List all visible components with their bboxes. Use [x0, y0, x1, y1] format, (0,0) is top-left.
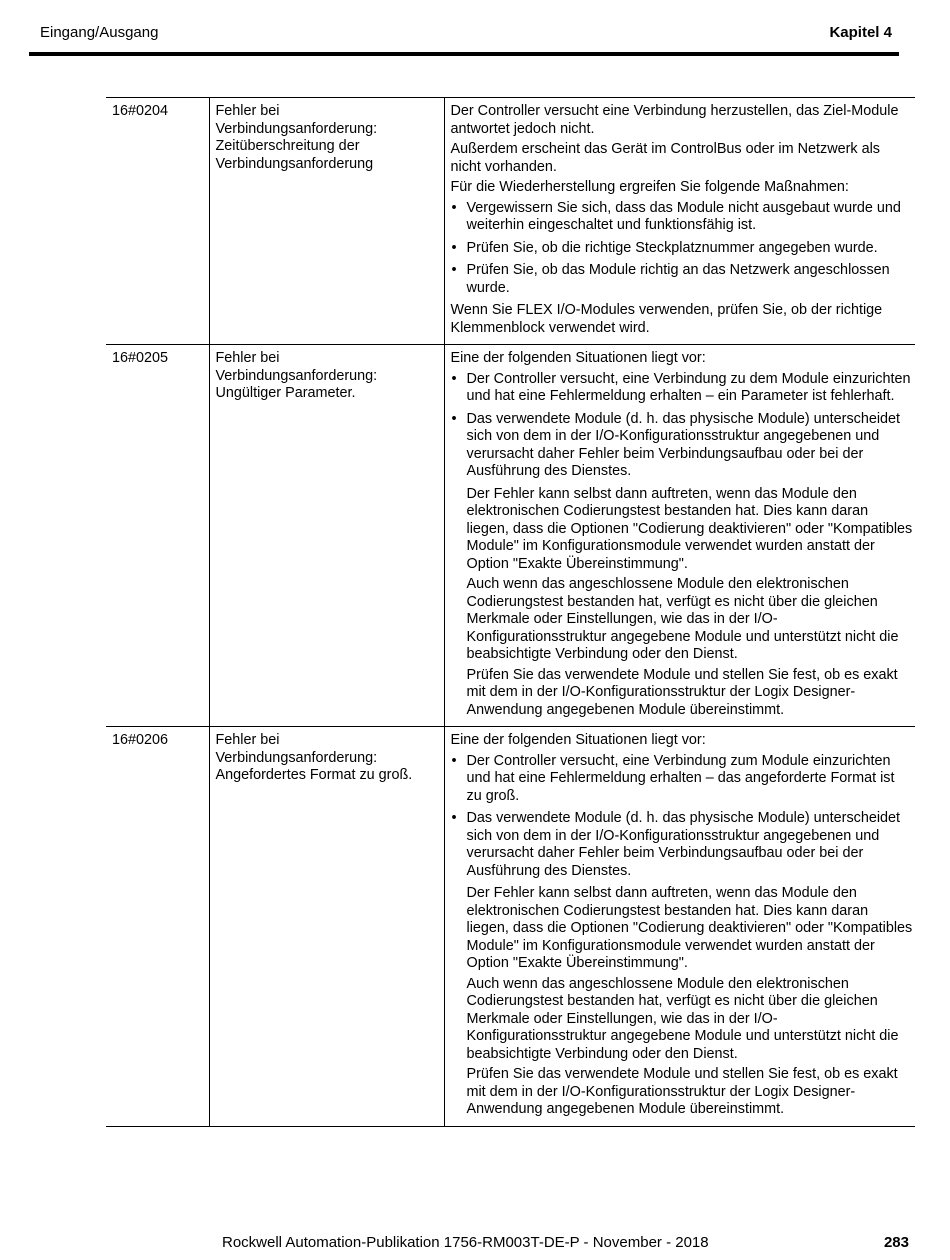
description-paragraph: Für die Wiederherstellung ergreifen Sie folgende Maßnahmen: — [450, 179, 849, 195]
list-item: • Prüfen Sie, ob die richtige Steckplatznummer angegeben wurde. — [451, 240, 914, 258]
running-header-chapter: Kapitel 4 — [829, 24, 892, 41]
fault-name: Fehler bei Verbindungsanforderung: Ungültiger Parameter. — [209, 345, 444, 727]
action-list — [451, 200, 914, 298]
table-row — [106, 727, 915, 1127]
fault-code: 16#0204 — [106, 98, 209, 345]
fault-name: Fehler bei Verbindungsanforderung: Zeitüberschreitung der Verbindungsanforderung — [209, 98, 444, 345]
page-number: 283 — [883, 1234, 909, 1251]
description-paragraph: Wenn Sie FLEX I/O-Modules verwenden, prüfen Sie, ob der richtige Klemmenblock verwendet wird. — [450, 302, 883, 336]
description-sub-paragraph: Prüfen Sie das verwendete Module und stellen Sie fest, ob es exakt mit dem in der I/O-Konfigurationsstruktur der Logix Designer-Anwendung angegebenen Module übereinstimmt. — [466, 1066, 898, 1117]
description-sub-paragraph: Auch wenn das angeschlossene Module den elektronischen Codierungstest bestanden hat, verfügt es nicht über die gleichen Merkmale oder Einstellungen, wie das in der I/O-Konfigurationsstruktur angegebene Module und unterstützt nicht die beabsichtigte Verbindung oder den Dienst. — [466, 975, 899, 1062]
list-item: • Prüfen Sie, ob das Module richtig an das Netzwerk angeschlossen wurde. — [451, 262, 914, 297]
list-item: • Das verwendete Module (d. h. das physische Module) unterscheidet sich von dem in der I/O-Konfigurationsstruktur angegebenen und verursacht daher Fehler beim Verbindungsaufbau oder bei der Ausführung des Dienstes. — [451, 411, 914, 481]
fault-description — [444, 345, 915, 727]
footer-publication: Rockwell Automation-Publikation 1756-RM003T-DE-P - November - 2018 — [222, 1234, 709, 1251]
fault-description — [444, 98, 915, 345]
list-item: • Vergewissern Sie sich, dass das Module nicht ausgebaut wurde und weiterhin eingeschaltet und funktionsfähig ist. — [451, 200, 914, 235]
fault-code: 16#0205 — [106, 345, 209, 727]
situation-list — [451, 371, 914, 481]
description-sub-paragraph: Auch wenn das angeschlossene Module den elektronischen Codierungstest bestanden hat, verfügt es nicht über die gleichen Merkmale oder Einstellungen, wie das in der I/O-Konfigurationsstruktur angegebene Module und unterstützt nicht die beabsichtigte Verbindung oder den Dienst. — [466, 576, 899, 662]
situation-list — [451, 753, 914, 881]
description-sub-paragraph: Der Fehler kann selbst dann auftreten, wenn das Module den elektronischen Codierungstest bestanden hat. Dies kann daran liegen, dass die Optionen "Codierung deaktivieren" oder "Kompatibles Module" im Konfigurationsmodule verwendet wurden anstatt der Option "Exakte Übereinstimmung". — [466, 485, 913, 572]
description-paragraph: Außerdem erscheint das Gerät im ControlBus oder im Netzwerk als nicht vorhanden. — [450, 141, 880, 175]
header-rule — [29, 52, 899, 56]
description-intro: Eine der folgenden Situationen liegt vor: — [450, 732, 706, 748]
table-row — [106, 98, 915, 345]
fault-code-table — [106, 97, 915, 1127]
table-row — [106, 345, 915, 727]
list-item: • Das verwendete Module (d. h. das physische Module) unterscheidet sich von dem in der I/O-Konfigurationsstruktur angegebenen und verursacht daher Fehler beim Verbindungsaufbau oder bei der Ausführung des Dienstes. — [451, 810, 914, 880]
description-sub-paragraph: Prüfen Sie das verwendete Module und stellen Sie fest, ob es exakt mit dem in der I/O-Konfigurationsstruktur der Logix Designer-Anwendung angegebenen Module übereinstimmt. — [466, 666, 898, 718]
description-intro: Eine der folgenden Situationen liegt vor: — [450, 350, 706, 366]
description-paragraph: Der Controller versucht eine Verbindung herzustellen, das Ziel-Module antwortet jedoch nicht. — [450, 103, 899, 137]
list-item: • Der Controller versucht, eine Verbindung zu dem Module einzurichten und hat eine Fehlermeldung erhalten – ein Parameter ist fehlerhaft. — [451, 371, 914, 406]
running-header-section: Eingang/Ausgang — [40, 24, 159, 41]
fault-code: 16#0206 — [106, 727, 209, 1127]
fault-description — [444, 727, 915, 1127]
fault-name: Fehler bei Verbindungsanforderung: Angefordertes Format zu groß. — [209, 727, 444, 1127]
description-sub-paragraph: Der Fehler kann selbst dann auftreten, wenn das Module den elektronischen Codierungstest bestanden hat. Dies kann daran liegen, dass die Optionen "Codierung deaktivieren" oder "Kompatibles Module" im Konfigurationsmodule verwendet wurden anstatt der Option "Exakte Übereinstimmung". — [466, 885, 913, 971]
list-item: • Der Controller versucht, eine Verbindung zum Module einzurichten und hat eine Fehlermeldung erhalten – das angeforderte Format ist zu groß. — [451, 753, 914, 806]
